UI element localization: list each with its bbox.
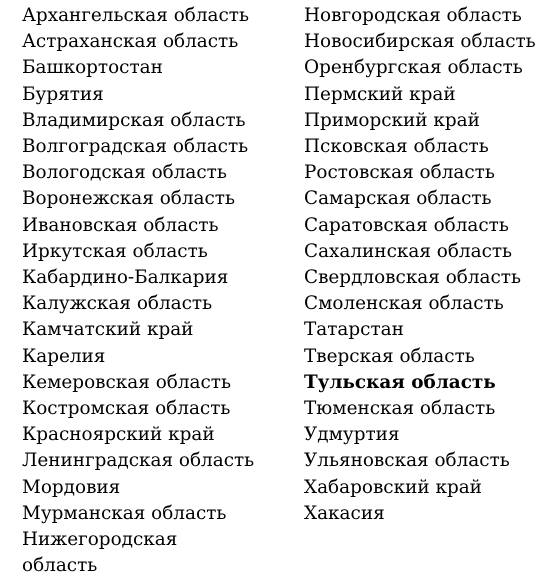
region-item: Свердловская область (304, 267, 521, 289)
region-item: Тверская область (304, 345, 475, 367)
region-item: Костромская область (22, 398, 231, 420)
region-item: Смоленская область (304, 293, 504, 315)
region-item: Владимирская область (22, 109, 246, 131)
region-item: Нижегородская область (22, 529, 178, 577)
region-item: Ивановская область (22, 214, 219, 236)
region-item: Псковская область (304, 136, 489, 158)
region-item: Хакасия (304, 502, 385, 524)
region-item: Ульяновская область (304, 450, 510, 472)
region-item: Саратовская область (304, 214, 509, 236)
region-item: Сахалинская область (304, 240, 513, 262)
region-column-left (22, 3, 292, 579)
region-item: Мордовия (22, 476, 121, 498)
region-item: Иркутская область (22, 240, 208, 262)
region-item: Кемеровская область (22, 371, 231, 393)
region-item: Новгородская область (304, 5, 522, 26)
region-item: Ленинградская область (22, 450, 255, 472)
region-item-highlighted: Тульская область (304, 371, 496, 393)
region-item: Новосибирская область (304, 31, 536, 53)
region-item: Бурятия (22, 83, 104, 105)
region-item: Самарская область (304, 188, 492, 210)
region-item: Приморский край (304, 109, 480, 131)
region-item: Тюменская область (304, 398, 496, 420)
region-item: Кабардино-Балкария (22, 267, 229, 289)
region-item: Воронежская область (22, 188, 235, 210)
region-item: Карелия (22, 345, 106, 367)
region-item: Пермский край (304, 83, 456, 105)
region-item: Вологодская область (22, 162, 227, 184)
region-column-right (304, 3, 549, 527)
region-item: Удмуртия (304, 424, 400, 446)
region-item: Оренбургская область (304, 57, 523, 79)
region-item: Хабаровский край (304, 476, 482, 498)
region-item: Волгоградская область (22, 136, 249, 158)
region-item: Камчатский край (22, 319, 194, 341)
region-item: Татарстан (304, 319, 404, 341)
region-item: Калужская область (22, 293, 213, 315)
region-item: Мурманская область (22, 502, 227, 524)
region-item: Архангельская область (22, 5, 249, 26)
region-item: Ростовская область (304, 162, 495, 184)
region-item: Астраханская область (22, 31, 239, 53)
region-item: Башкортостан (22, 57, 163, 79)
region-item: Красноярский край (22, 424, 215, 446)
